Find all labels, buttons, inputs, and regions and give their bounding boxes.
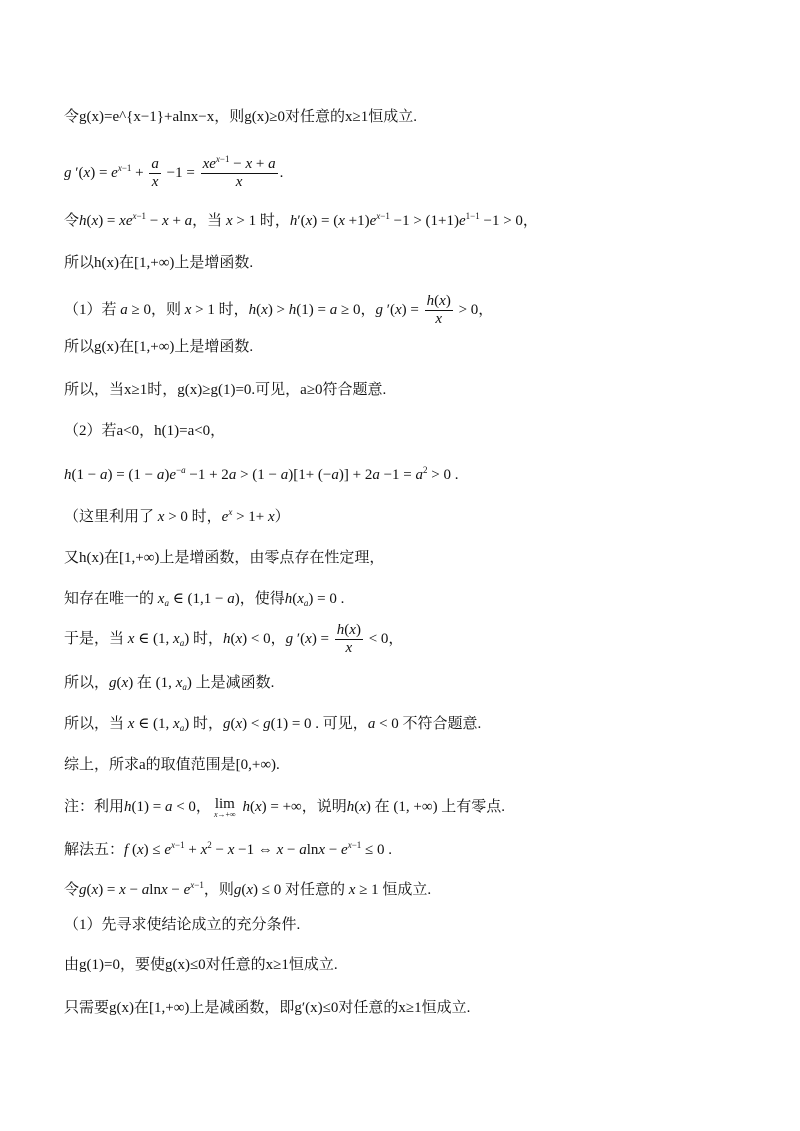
text-line-13: 于是，当 x ∈ (1, $x_a$) 时，h(x) < 0，g ′(x) = $\frac{h(x)}{x}$ < 0， (64, 622, 404, 657)
text-line-18: 解法五：f $(x) \le e^{x-1} + x^2 - x -1$ ⇔ $x - alnx - e^{x-1} \le 0$ . (64, 840, 393, 858)
fraction: $\frac{a}{x}$ (151, 156, 159, 191)
text-line-21: 由g(1)=0，要使g(x)≤0对任意的x≥1恒成立. (64, 957, 338, 973)
text-line-22: 只需要g(x)在[1,+∞)上是减函数，即g′(x)≤0对任意的x≥1恒成立. (64, 1000, 471, 1016)
text-line-1: 令g(x)=e^{x−1}+alnx−x，则g(x)≥0对任意的x≥1恒成立. (64, 109, 417, 125)
text-line-10: （这里利用了 x > 0 时，$e^x > 1+ x$） (64, 507, 290, 525)
text-line-2: g $'(x) = e^{x-1}$ + $\frac{a}{x}$ −1 = $\frac{xe^{x-1} - x + a}{x}$ . (64, 154, 284, 191)
fraction: $\frac{h(x)}{x}$ (336, 622, 361, 657)
text-line-5: （1）若 a ≥ 0，则 x > 1 时，h(x) > h(1) = a ≥ 0，g ′(x) = $\frac{h(x)}{x}$ > 0， (64, 293, 494, 328)
text-line-12: 知存在唯一的 $x_a$ ∈ (1,1 − a)，使得$h(x_a) = 0$ . (64, 591, 345, 608)
text-line-3: 令$h(x) = xe^{x-1} - x + a$，当 x > 1 时，$h'(x) = (x +1)e^{x-1} -1 > (1+1)e^{1-1} -1 > 0$， (64, 211, 538, 229)
text-line-7: 所以，当x≥1时，g(x)≥g(1)=0.可见，a≥0符合题意. (64, 382, 387, 398)
text-line-16: 综上，所求a的取值范围是[0,+∞). (64, 757, 280, 773)
text-line-11: 又h(x)在[1,+∞)上是增函数，由零点存在性定理， (64, 550, 385, 566)
text-line-4: 所以h(x)在[1,+∞)上是增函数. (64, 255, 254, 271)
limit-expression: lim x→+∞ (213, 795, 236, 819)
fraction: $\frac{xe^{x-1} - x + a}{x}$ (202, 154, 276, 191)
fraction: $\frac{h(x)}{x}$ (426, 293, 451, 328)
text-line-20: （1）先寻求使结论成立的充分条件. (64, 917, 301, 933)
text-line-19: 令$g(x) = x - alnx - e^{x-1}$，则g(x) ≤ 0 对任意的 x ≥ 1 恒成立. (64, 880, 432, 898)
text-line-15: 所以，当 x ∈ (1, $x_a$) 时，g(x) < g(1) = 0 . 可见，a < 0 不符合题意. (64, 716, 482, 733)
text-line-14: 所以，g(x) 在 (1, $x_a$) 上是减函数. (64, 675, 275, 692)
text-line-17: 注：利用h(1) = a < 0， lim x→+∞ h(x) = +∞，说明h(x) 在 (1, +∞) 上有零点. (64, 795, 506, 819)
text-line-9: $h(1 - a) = (1 - a)e^{-a} -1 + 2a > (1 - a)[1+ (-a)] + 2a -1 = a^2 > 0$ . (64, 465, 459, 483)
text-line-8: （2）若a<0，h(1)=a<0， (64, 423, 226, 439)
text-line-6: 所以g(x)在[1,+∞)上是增函数. (64, 339, 254, 355)
